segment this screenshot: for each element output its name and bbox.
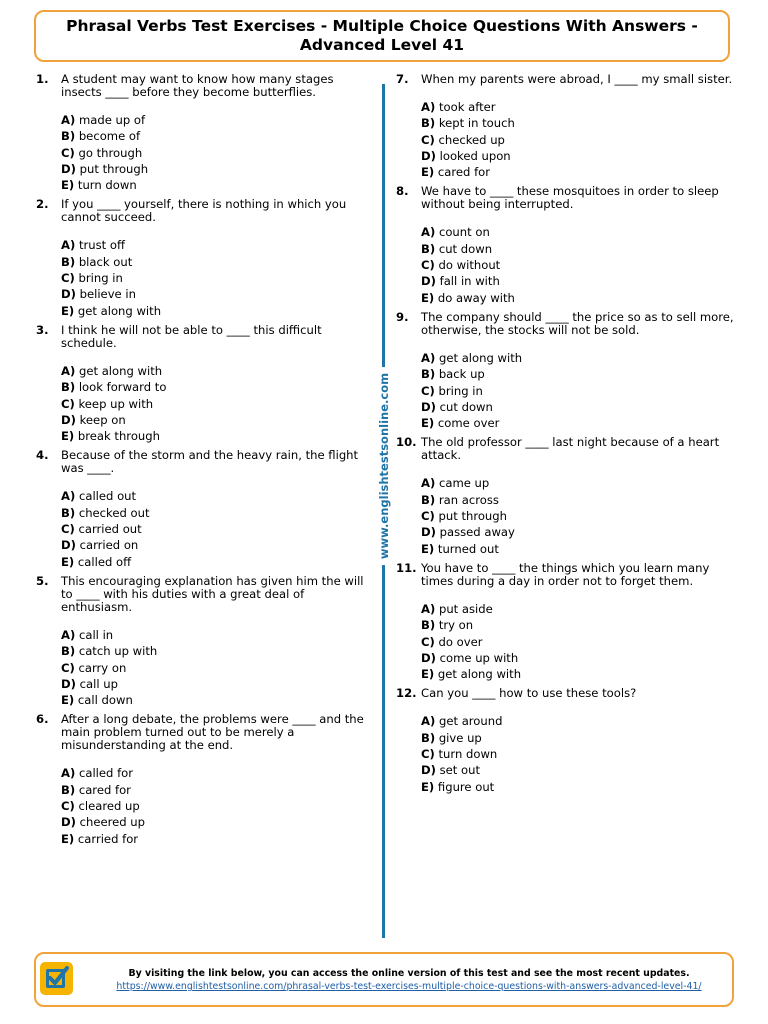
answer-option <box>61 505 366 521</box>
answer-option <box>421 257 741 273</box>
question-text: After a long debate, the problems were ____ and the main problem turned out to be merely a misunderstanding at the end. <box>61 712 364 753</box>
question-body <box>421 562 741 682</box>
checkbox-icon <box>40 962 73 995</box>
answer-option <box>421 634 741 650</box>
option-text: ran across <box>438 492 499 507</box>
option-text: back up <box>438 367 485 382</box>
option-letter: C) <box>421 509 435 524</box>
question-text: Because of the storm and the heavy rain, the flight was ____. <box>61 448 359 476</box>
option-text: fall in with <box>439 274 500 289</box>
question-number: 3. <box>36 322 49 337</box>
option-text: trust off <box>78 238 125 253</box>
option-text: get along with <box>78 363 163 378</box>
question-2 <box>36 198 366 318</box>
answer-option <box>61 286 366 302</box>
question-number: 11. <box>396 560 417 575</box>
option-text: passed away <box>439 525 515 540</box>
option-text: cut down <box>439 399 493 414</box>
footer-description: By visiting the link below, you can access the online version of this test and see the most recent updates. <box>128 968 690 979</box>
question-number: 8. <box>396 184 409 199</box>
option-text: become of <box>78 129 141 144</box>
option-text: come over <box>437 416 500 431</box>
answer-option <box>61 627 366 643</box>
answer-option <box>61 145 366 161</box>
question-text: This encouraging explanation has given him the will to ____ with his duties with a great deal of enthusiasm. <box>61 573 364 614</box>
option-letter: D) <box>61 287 76 302</box>
option-letter: C) <box>61 271 75 286</box>
option-text: cleared up <box>78 799 140 814</box>
option-text: called out <box>78 489 137 504</box>
answer-option <box>421 762 741 778</box>
answer-option <box>421 541 741 557</box>
option-letter: A) <box>421 601 436 616</box>
answer-option <box>61 660 366 676</box>
answer-option <box>61 782 366 798</box>
question-text: Can you ____ how to use these tools? <box>421 686 637 701</box>
option-letter: E) <box>61 178 75 193</box>
option-text: get along with <box>437 667 522 682</box>
question-body <box>421 687 741 794</box>
question-number: 12. <box>396 686 417 701</box>
option-letter: D) <box>61 161 76 176</box>
question-6 <box>36 713 366 846</box>
footer <box>34 952 734 1007</box>
question-body <box>61 449 366 569</box>
option-text: black out <box>78 254 133 269</box>
option-text: checked up <box>438 132 505 147</box>
question-body <box>421 311 741 431</box>
option-letter: A) <box>61 766 76 781</box>
question-12 <box>396 687 741 794</box>
answer-option <box>421 241 741 257</box>
option-text: cut down <box>438 241 493 256</box>
option-letter: C) <box>421 258 435 273</box>
answer-option <box>61 303 366 319</box>
question-body <box>61 713 366 846</box>
question-text: The old professor ____ last night because of a heart attack. <box>421 435 720 463</box>
option-letter: A) <box>61 238 76 253</box>
option-letter: B) <box>421 367 436 382</box>
question-number: 1. <box>36 72 49 86</box>
answer-option <box>61 161 366 177</box>
option-text: carried on <box>79 538 139 553</box>
option-letter: E) <box>61 303 75 318</box>
question-number: 6. <box>36 712 49 727</box>
page-header <box>34 10 730 62</box>
option-letter: C) <box>421 383 435 398</box>
option-text: called for <box>78 766 134 781</box>
questions-column-left <box>36 73 366 852</box>
question-number: 9. <box>396 309 409 324</box>
option-text: carry on <box>78 660 127 675</box>
option-letter: C) <box>421 634 435 649</box>
page-title-line-2: Advanced Level 41 <box>299 36 465 54</box>
option-text: came up <box>438 476 490 491</box>
option-text: break through <box>77 429 160 444</box>
answer-option <box>421 508 741 524</box>
question-5 <box>36 575 366 708</box>
option-text: go through <box>78 145 143 160</box>
option-letter: C) <box>61 660 75 675</box>
answer-option <box>61 379 366 395</box>
question-body <box>61 73 366 193</box>
option-text: carried out <box>78 522 142 537</box>
answer-option <box>421 399 741 415</box>
question-number: 5. <box>36 573 49 588</box>
option-letter: E) <box>421 165 435 180</box>
answer-option <box>61 428 366 444</box>
option-letter: A) <box>421 350 436 365</box>
answer-option <box>421 475 741 491</box>
answer-option <box>421 99 741 115</box>
option-text: call in <box>78 627 114 642</box>
question-text: We have to ____ these mosquitoes in order to sleep without being interrupted. <box>421 184 719 212</box>
answer-option <box>421 383 741 399</box>
question-body <box>421 185 741 305</box>
option-letter: C) <box>421 132 435 147</box>
answer-option <box>61 643 366 659</box>
option-letter: B) <box>421 492 436 507</box>
answer-option <box>421 366 741 382</box>
option-letter: C) <box>61 396 75 411</box>
question-number: 2. <box>36 197 49 212</box>
option-letter: C) <box>61 799 75 814</box>
option-text: do over <box>438 634 483 649</box>
option-letter: D) <box>421 650 436 665</box>
answer-option <box>421 746 741 762</box>
option-text: bring in <box>438 383 483 398</box>
question-text: If you ____ yourself, there is nothing in which you cannot succeed. <box>61 197 347 225</box>
option-text: keep on <box>79 412 126 427</box>
option-text: get along with <box>438 350 523 365</box>
option-letter: E) <box>421 779 435 794</box>
answer-option <box>421 779 741 795</box>
questions-column-right <box>396 73 741 800</box>
option-text: made up of <box>78 113 146 127</box>
answer-option <box>61 814 366 830</box>
option-letter: B) <box>61 505 76 520</box>
option-text: turn down <box>438 747 498 762</box>
option-letter: D) <box>61 815 76 830</box>
option-text: put through <box>79 161 149 176</box>
question-3 <box>36 324 366 444</box>
answer-option <box>61 521 366 537</box>
option-letter: D) <box>421 148 436 163</box>
answer-option <box>61 177 366 193</box>
option-letter: A) <box>421 225 436 240</box>
answer-option <box>421 290 741 306</box>
option-letter: E) <box>61 554 75 569</box>
option-letter: B) <box>61 380 76 395</box>
answer-option <box>61 692 366 708</box>
answer-option <box>61 270 366 286</box>
option-text: give up <box>438 730 482 745</box>
question-body <box>421 436 741 556</box>
answer-option <box>61 488 366 504</box>
option-letter: D) <box>61 412 76 427</box>
option-letter: C) <box>421 747 435 762</box>
question-text: I think he will not be able to ____ this difficult schedule. <box>61 322 322 350</box>
question-7 <box>396 73 741 180</box>
answer-option <box>421 666 741 682</box>
option-text: try on <box>438 618 474 633</box>
option-text: catch up with <box>78 644 158 659</box>
option-letter: B) <box>421 116 436 131</box>
answer-option <box>421 601 741 617</box>
question-number: 4. <box>36 448 49 463</box>
option-letter: D) <box>61 538 76 553</box>
option-text: call down <box>77 693 133 708</box>
option-letter: A) <box>421 714 436 729</box>
answer-option <box>61 237 366 253</box>
answer-option <box>421 650 741 666</box>
option-text: figure out <box>437 779 495 794</box>
answer-option <box>61 112 366 128</box>
answer-option <box>61 363 366 379</box>
option-text: get along with <box>77 303 162 318</box>
option-text: cheered up <box>79 815 146 830</box>
option-letter: C) <box>61 145 75 160</box>
question-body <box>61 575 366 708</box>
question-body <box>61 324 366 444</box>
option-text: get around <box>438 714 503 729</box>
option-letter: B) <box>421 730 436 745</box>
option-letter: B) <box>61 129 76 144</box>
answer-option <box>421 148 741 164</box>
option-letter: B) <box>61 644 76 659</box>
answer-option <box>421 730 741 746</box>
option-text: cared for <box>437 165 491 180</box>
option-text: carried for <box>77 831 139 846</box>
option-letter: D) <box>421 525 436 540</box>
option-letter: A) <box>61 363 76 378</box>
option-letter: D) <box>421 274 436 289</box>
question-body <box>421 73 741 180</box>
option-text: checked out <box>78 505 150 520</box>
answer-option <box>421 350 741 366</box>
question-number: 7. <box>396 72 409 86</box>
option-letter: B) <box>421 618 436 633</box>
option-letter: E) <box>421 416 435 431</box>
question-8 <box>396 185 741 305</box>
option-text: count on <box>438 225 490 240</box>
question-10 <box>396 436 741 556</box>
question-number: 10. <box>396 435 417 450</box>
answer-option <box>61 831 366 847</box>
option-letter: A) <box>61 627 76 642</box>
answer-option <box>421 713 741 729</box>
watermark-text: www.englishtestsonline.com <box>377 367 391 565</box>
answer-option <box>61 396 366 412</box>
option-letter: B) <box>61 782 76 797</box>
question-11 <box>396 562 741 682</box>
option-text: called off <box>77 554 132 569</box>
option-letter: A) <box>421 476 436 491</box>
answer-option <box>421 132 741 148</box>
option-text: cared for <box>78 782 131 797</box>
option-text: kept in touch <box>438 116 515 131</box>
footer-link[interactable]: https://www.englishtestsonline.com/phrasal-verbs-test-exercises-multiple-choice-questions-with-answers-advanced-level-41/ <box>116 981 702 992</box>
answer-option <box>421 492 741 508</box>
answer-option <box>421 164 741 180</box>
option-text: set out <box>439 763 481 778</box>
answer-option <box>421 524 741 540</box>
page-title-line-1: Phrasal Verbs Test Exercises - Multiple Choice Questions With Answers - <box>66 17 698 35</box>
answer-option <box>61 128 366 144</box>
answer-option <box>61 537 366 553</box>
option-letter: E) <box>61 429 75 444</box>
answer-option <box>61 676 366 692</box>
answer-option <box>61 554 366 570</box>
question-text: When my parents were abroad, I ____ my small sister. <box>421 72 733 86</box>
option-text: turn down <box>77 178 137 193</box>
option-text: looked upon <box>439 148 511 163</box>
option-text: come up with <box>439 650 519 665</box>
question-text: The company should ____ the price so as to sell more, otherwise, the stocks will not be sold. <box>421 309 734 337</box>
answer-option <box>421 224 741 240</box>
question-9 <box>396 311 741 431</box>
question-text: You have to ____ the things which you learn many times during a day in order not to forget them. <box>421 560 710 588</box>
option-letter: E) <box>61 831 75 846</box>
option-letter: C) <box>61 522 75 537</box>
answer-option <box>421 415 741 431</box>
option-letter: D) <box>421 763 436 778</box>
option-text: do without <box>438 258 501 273</box>
question-4 <box>36 449 366 569</box>
option-text: took after <box>438 100 496 114</box>
option-text: call up <box>79 676 118 691</box>
question-body <box>61 198 366 318</box>
option-letter: E) <box>421 667 435 682</box>
option-text: believe in <box>79 287 136 302</box>
option-text: turned out <box>437 541 499 556</box>
answer-option <box>421 273 741 289</box>
option-letter: B) <box>61 254 76 269</box>
option-letter: E) <box>61 693 75 708</box>
answer-option <box>421 115 741 131</box>
answer-option <box>61 412 366 428</box>
option-text: bring in <box>78 271 123 286</box>
question-text: A student may want to know how many stages insects ____ before they become butterflies. <box>61 72 334 99</box>
option-letter: D) <box>421 399 436 414</box>
option-text: look forward to <box>78 380 167 395</box>
option-text: put through <box>438 509 507 524</box>
option-letter: B) <box>421 241 436 256</box>
option-letter: A) <box>61 489 76 504</box>
option-letter: A) <box>421 100 436 114</box>
answer-option <box>421 617 741 633</box>
answer-option <box>61 798 366 814</box>
option-letter: E) <box>421 290 435 305</box>
option-text: do away with <box>437 290 515 305</box>
question-1 <box>36 73 366 193</box>
option-letter: E) <box>421 541 435 556</box>
option-text: put aside <box>438 601 493 616</box>
answer-option <box>61 254 366 270</box>
answer-option <box>61 765 366 781</box>
option-letter: D) <box>61 676 76 691</box>
option-text: keep up with <box>78 396 154 411</box>
option-letter: A) <box>61 113 76 127</box>
